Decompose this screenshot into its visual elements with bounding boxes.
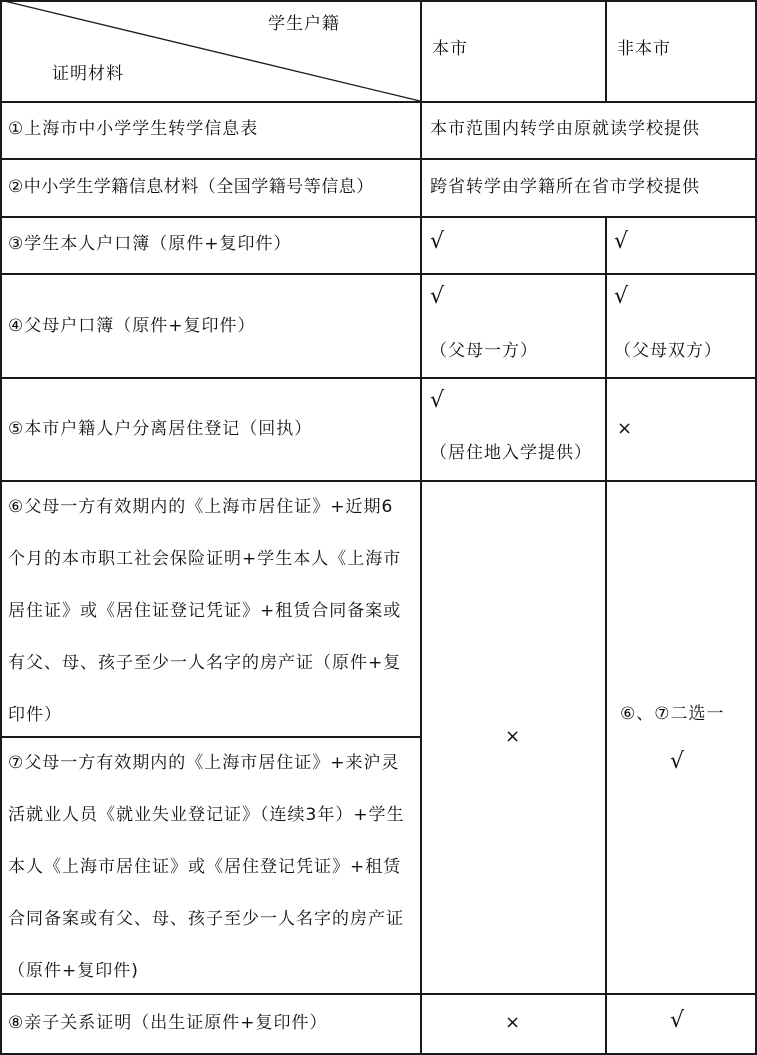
row-3-local-check: √ [430,229,446,254]
row-4-nonlocal-note: （父母双方） [614,341,722,361]
row-divider [0,216,757,218]
row-divider [0,273,757,275]
row-2-label: ②中小学生学籍信息材料（全国学籍号等信息） [8,177,374,197]
row-4-local-note: （父母一方） [430,341,538,361]
row-1-merged-note: 本市范围内转学由原就读学校提供 [430,119,700,139]
header-student-registry: 学生户籍 [268,14,340,34]
col-divider [420,0,422,1055]
header-nonlocal: 非本市 [617,39,671,59]
row-4-label: ④父母户口簿（原件+复印件） [8,316,256,336]
row-2-merged-note: 跨省转学由学籍所在省市学校提供 [430,177,700,197]
row-6-label: ⑥父母一方有效期内的《上海市居住证》+近期6个月的本市职工社会保险证明+学生本人《上海市居住证》或《居住证登记凭证》+租赁合同备案或有父、母、孩子至少一人名字的房产证（原件+复印件） [8,497,402,725]
row-divider [0,101,757,103]
row-3-nonlocal-check: √ [614,229,630,254]
row-5-local-note: （居住地入学提供） [430,443,592,463]
row-8-label: ⑧亲子关系证明（出生证原件+复印件） [8,1013,328,1033]
row-divider [0,158,757,160]
row-5-nonlocal-cross: × [617,418,634,439]
border-left [0,0,2,1055]
rows-6-7-local-cross: × [505,726,522,747]
row-4-nonlocal-check: √ [614,284,630,309]
border-bottom [0,1053,757,1055]
row-8-local-cross: × [505,1012,522,1033]
row-4-local-check: √ [430,284,446,309]
row-8-nonlocal-check: √ [670,1008,686,1033]
row-divider [0,377,757,379]
col-divider [605,0,607,101]
row-5-local-check: √ [430,388,446,413]
header-local: 本市 [432,39,468,59]
rows-6-7-nonlocal-check: √ [670,749,686,774]
rows-6-7-choice-note: ⑥、⑦二选一 [620,704,725,724]
row-3-label: ③学生本人户口簿（原件+复印件） [8,234,292,254]
border-right [755,0,757,1055]
header-documents: 证明材料 [52,64,124,84]
border-top [0,0,757,2]
row-5-label: ⑤本市户籍人户分离居住登记（回执） [8,419,313,439]
col-divider [605,216,607,1055]
row-7-label: ⑦父母一方有效期内的《上海市居住证》+来沪灵活就业人员《就业失业登记证》（连续3年）+学生本人《上海市居住证》或《居住登记凭证》+租赁合同备案或有父、母、孩子至少一人名字的房产证（原件+复印件) [8,753,405,981]
row-1-label: ①上海市中小学学生转学信息表 [8,119,259,139]
